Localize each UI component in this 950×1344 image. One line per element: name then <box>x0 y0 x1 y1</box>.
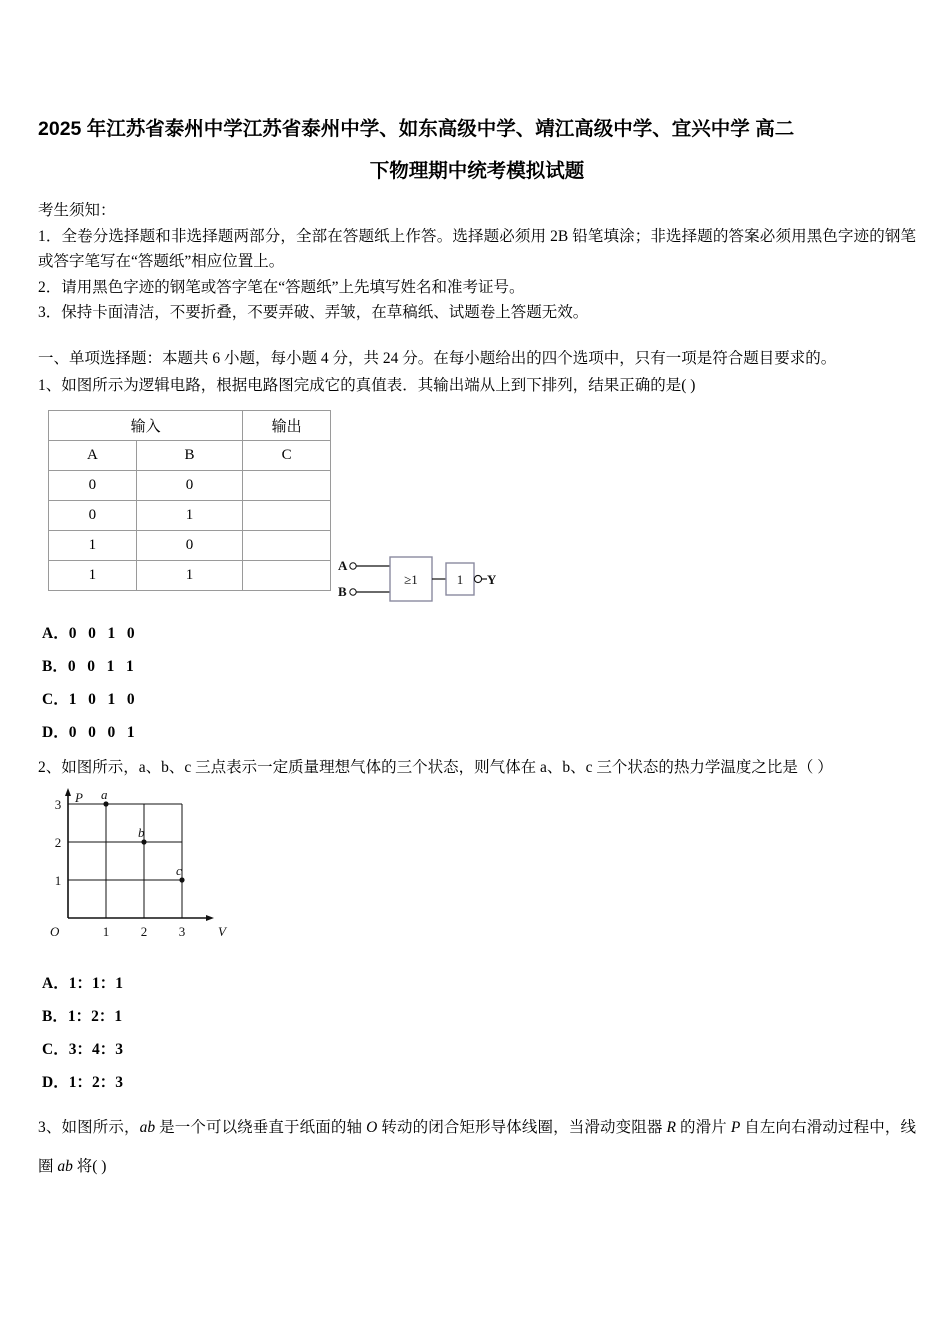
question-1-truth-table <box>48 410 331 591</box>
q3-text-part-3: 转动的闭合矩形导体线圈，当滑动变阻器 <box>377 1119 667 1136</box>
y-tick-1: 1 <box>54 873 62 888</box>
q3-text-part-4: 的滑片 <box>675 1119 731 1136</box>
option-b[interactable]: B．1：2：1 <box>42 1008 123 1025</box>
notice-item-1: 1．全卷分选择题和非选择题两部分，全部在答题纸上作答。选择题必须用 2B 铅笔填涂；非选择题的答案必须用黑色字迹的钢笔或答字笔写在“答题纸”相应位置上。 <box>38 227 916 270</box>
cell-a: 1 <box>49 531 137 561</box>
notice-item-3: 3．保持卡面清洁，不要折叠，不要弄破、弄皱，在草稿纸、试题卷上答题无效。 <box>38 304 589 321</box>
q3-text-part-6: 将( ) <box>72 1158 107 1175</box>
q3-text-part-5: 自左向右滑动过程中，线圈 <box>38 1119 916 1175</box>
cell-b: 1 <box>136 501 242 531</box>
q3-symbol-p: P <box>730 1119 741 1136</box>
cell-a: 0 <box>49 471 137 501</box>
not-gate-symbol: 1 <box>456 572 464 587</box>
table-row <box>49 471 331 501</box>
table-row-column-header <box>49 441 331 471</box>
origin-label: O <box>50 924 60 939</box>
cell-b: 1 <box>136 561 242 591</box>
notice-heading: 考生须知： <box>38 202 116 219</box>
data-point-b-label: b <box>138 825 145 840</box>
data-point-a-label: a <box>101 787 108 802</box>
cell-b: 0 <box>136 531 242 561</box>
title-line-2: 下物理期中统考模拟试题 <box>369 160 585 182</box>
question-1-stem: 1、如图所示为逻辑电路，根据电路图完成它的真值表．其输出端从上到下排列，结果正确的是( ) <box>38 377 696 394</box>
circuit-output-label: Y <box>487 572 496 587</box>
cell-b: 0 <box>136 471 242 501</box>
y-axis-label: P <box>75 790 83 805</box>
option-a[interactable]: A．0 0 1 0 <box>42 625 135 642</box>
candidate-notice <box>38 198 916 326</box>
x-axis-label: V <box>218 924 226 939</box>
option-c[interactable]: C．3：4：3 <box>42 1041 123 1058</box>
cell-a: 0 <box>49 501 137 531</box>
x-axis-arrow-icon <box>206 915 214 921</box>
circuit-input-b-label: B <box>338 584 347 599</box>
cell-c <box>243 561 331 591</box>
data-point-b <box>141 839 146 844</box>
or-gate-symbol: ≥1 <box>404 572 418 587</box>
option-c[interactable]: C．1 0 1 0 <box>42 691 135 708</box>
title-line-1: 2025 年江苏省泰州中学江苏省泰州中学、如东高级中学、靖江高级中学、宜兴中学 高二 <box>38 118 795 140</box>
y-tick-3: 3 <box>54 797 62 812</box>
option-d[interactable]: D．0 0 0 1 <box>42 724 135 741</box>
truth-table-group-output: 输出 <box>243 411 331 441</box>
q3-symbol-ab-second: ab <box>57 1158 73 1175</box>
inverter-bubble-icon <box>474 575 481 582</box>
input-b-terminal-icon <box>350 589 356 595</box>
x-tick-3: 3 <box>178 924 186 939</box>
input-a-terminal-icon <box>350 563 356 569</box>
cell-c <box>243 501 331 531</box>
data-point-a <box>103 801 108 806</box>
question-3-stem <box>38 1108 916 1186</box>
table-row <box>49 531 331 561</box>
y-tick-2: 2 <box>54 835 62 850</box>
section-header-single-choice: 一、单项选择题：本题共 6 小题，每小题 4 分，共 24 分。在每小题给出的四个选项中，只有一项是符合题目要求的。 <box>38 350 837 367</box>
question-2-pv-diagram <box>44 786 244 948</box>
logic-circuit-diagram <box>336 552 496 608</box>
data-point-c-label: c <box>176 863 182 878</box>
truth-table-col-b: B <box>136 441 242 471</box>
question-2-stem: 2、如图所示，a、b、c 三点表示一定质量理想气体的三个状态，则气体在 a、b、c 三个状态的热力学温度之比是（ ） <box>38 759 833 776</box>
table-row-group-header <box>49 411 331 441</box>
notice-item-2: 2．请用黑色字迹的钢笔或答字笔在“答题纸”上先填写姓名和准考证号。 <box>38 278 525 296</box>
cell-a: 1 <box>49 561 137 591</box>
option-d[interactable]: D．1：2：3 <box>42 1074 123 1091</box>
data-point-c <box>179 877 184 882</box>
q3-symbol-o: O <box>366 1119 378 1136</box>
truth-table-col-a: A <box>49 441 137 471</box>
q3-text-part-2: 是一个可以绕垂直于纸面的轴 <box>155 1119 367 1136</box>
table-row <box>49 561 331 591</box>
question-1-options <box>42 617 135 749</box>
table-row <box>49 501 331 531</box>
question-2-options <box>42 967 123 1099</box>
truth-table-group-input: 输入 <box>49 411 243 441</box>
x-tick-1: 1 <box>102 924 110 939</box>
q3-symbol-r: R <box>666 1119 676 1136</box>
option-b[interactable]: B．0 0 1 1 <box>42 658 134 675</box>
cell-c <box>243 471 331 501</box>
y-axis-arrow-icon <box>65 788 71 796</box>
q3-text-part-1: 3、如图所示， <box>38 1119 140 1136</box>
page-title <box>38 108 916 192</box>
q3-symbol-ab-first: ab <box>139 1119 156 1136</box>
option-a[interactable]: A．1：1：1 <box>42 975 123 992</box>
circuit-input-a-label: A <box>338 558 348 573</box>
cell-c <box>243 531 331 561</box>
x-tick-2: 2 <box>140 924 148 939</box>
truth-table-col-c: C <box>243 441 331 471</box>
